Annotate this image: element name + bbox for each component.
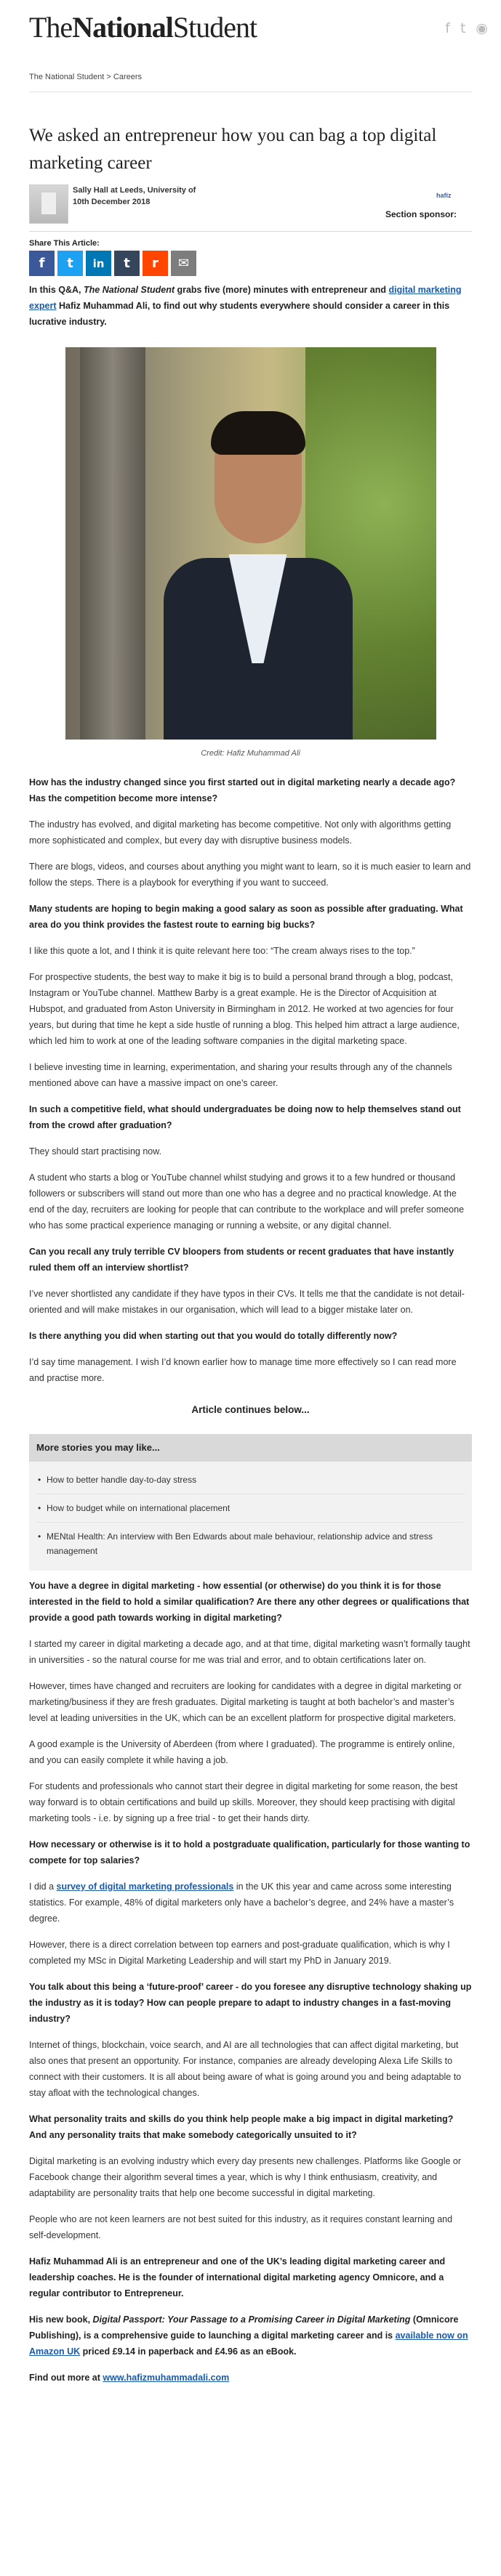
masthead bbox=[0, 0, 501, 65]
interviewee-photo bbox=[65, 347, 436, 740]
find-out-text: Find out more at bbox=[29, 2373, 103, 2383]
photo-tree bbox=[80, 347, 145, 740]
author-info bbox=[73, 185, 247, 208]
breadcrumb-section[interactable]: Careers bbox=[113, 73, 143, 81]
article-continues-label: Article continues below... bbox=[191, 1404, 310, 1415]
photo-caption: Credit: Hafiz Muhammad Ali bbox=[201, 749, 300, 758]
answer-text: I did a bbox=[29, 1882, 57, 1892]
author-bio: Hafiz Muhammad Ali is an entrepreneur and one of the UK’s leading digital marketing career and leadership coaches. He is the founder of international digital marketing agency Omnicore, and a regular contributor to Entrepreneur. bbox=[29, 2256, 446, 2298]
header-social bbox=[445, 20, 488, 36]
intro-brand: The National Student bbox=[84, 285, 175, 295]
question: You have a degree in digital marketing - how essential (or otherwise) do you think it is for those interested in the field to hold a similar qualification? Are there any other degrees or qualifications that provide a good path towards working in digital marketing? bbox=[29, 1581, 470, 1623]
answer: Digital marketing is an evolving industry which every day presents new challenges. Platforms like Google or Facebook change their algorithm several times a year, which is why I think enthusiasm, creativity, and adaptability are personality traits that help one become successful in digital marketing. bbox=[29, 2156, 462, 2198]
answer: They should start practising now. bbox=[29, 1146, 162, 1157]
author-line[interactable]: Sally Hall at Leeds, University of bbox=[73, 186, 196, 195]
author-photo bbox=[29, 185, 68, 224]
answer: For prospective students, the best way to make it big is to build a personal brand through a blog, podcast, Instagram or YouTube channel. Matthew Barby is a great example. He is the Director of Acquisition at Hubspot, and graduated from Aston University in Birmingham in 2012. He worked at two agencies for four years, but during that time he kept a side hustle of running a blog. This helped him attract a large audience, which led him to work at one of the leading software companies in the digital marketing space. bbox=[29, 972, 460, 1046]
logo-suffix: Student bbox=[172, 11, 257, 44]
related-stories bbox=[29, 1434, 472, 1571]
answer: The industry has evolved, and digital marketing has become competitive. Not only with algorithms getting more sophisticated and complex, but every day with disruptive business models. bbox=[29, 819, 452, 846]
answer: I started my career in digital marketing a decade ago, and at that time, digital marketing wasn’t formally taught in universities - so the natural course for me was trial and error, and to obtain certifications later on. bbox=[29, 1639, 470, 1665]
email-share-button[interactable]: ✉ bbox=[171, 251, 196, 276]
book-text: priced £9.14 in paperback and £4.96 as an eBook. bbox=[80, 2346, 297, 2357]
find-out-more bbox=[29, 2370, 472, 2386]
article-date: 10th December 2018 bbox=[73, 198, 151, 206]
amazon-link[interactable]: available now on Amazon UK bbox=[29, 2330, 468, 2357]
book-text: His new book, bbox=[29, 2314, 93, 2325]
question: How has the industry changed since you first started out in digital marketing nearly a decade ago? Has the competition become more intense? bbox=[29, 777, 456, 803]
answer: A student who starts a blog or YouTube channel whilst studying and grows it to a few hundred or thousand followers or subscribers will stand out more than one who has a degree and no practical knowledge. At the end of the day, recruiters are looking for people that can contribute to the workplace and will prefer someone who has some practical experience managing or running a website, or any digital channel. bbox=[29, 1172, 465, 1231]
author-box bbox=[29, 180, 472, 231]
intro-text: Hafiz Muhammad Ali, to find out why students everywhere should consider a career in this lucrative industry. bbox=[29, 301, 450, 327]
twitter-icon[interactable]: t bbox=[460, 20, 466, 36]
tumblr-share-button[interactable]: t bbox=[114, 251, 140, 276]
photo-hair bbox=[211, 411, 305, 455]
answer: People who are not keen learners are not best suited for this industry, as it requires constant learning and self-development. bbox=[29, 2214, 453, 2240]
breadcrumb-home[interactable]: The National Student bbox=[29, 73, 105, 81]
linkedin-share-button[interactable]: in bbox=[86, 251, 111, 276]
question: Is there anything you did when starting out that you would do totally differently now? bbox=[29, 1331, 398, 1341]
intro-text: In this Q&A, bbox=[29, 285, 84, 295]
logo-prefix: The bbox=[29, 11, 73, 44]
facebook-share-button[interactable]: f bbox=[29, 251, 55, 276]
question: How necessary or otherwise is it to hold a postgraduate qualification, particularly for those wanting to compete for top salaries? bbox=[29, 1839, 470, 1866]
intro bbox=[29, 282, 472, 330]
answer: However, times have changed and recruiters are looking for candidates with a degree in digital marketing or marketing/business if they are fresh graduates. Digital marketing is taught at both bachelor’s and master’s level at leading universities in the UK, which can be an excellent platform for prospective digital marketers. bbox=[29, 1681, 462, 1723]
twitter-share-button[interactable]: t bbox=[57, 251, 83, 276]
answer: For students and professionals who cannot start their degree in digital marketing for some reason, the best way forward is to obtain certifications and build up skills. Moreover, they should keep practising with digital marketing tools - i.e. by signing up a free trial - to get their hands dirty. bbox=[29, 1781, 458, 1823]
answer: I believe investing time in learning, experimentation, and sharing your results through any of the channels mentioned above can have a massive impact on one’s career. bbox=[29, 1062, 452, 1088]
book-title: Digital Passport: Your Passage to a Promising Career in Digital Marketing bbox=[92, 2314, 411, 2325]
book-text: (Omnicore Publishing), is a comprehensive guide to launching a digital marketing career and is bbox=[29, 2314, 459, 2341]
question: In such a competitive field, what should undergraduates be doing now to help themselves stand out from the crowd after graduation? bbox=[29, 1104, 461, 1130]
article-body bbox=[29, 282, 472, 2396]
question: Many students are hoping to begin making a good salary as soon as possible after graduating. What area do you think provides the fastest route to earning big bucks? bbox=[29, 904, 463, 930]
book-info bbox=[29, 2312, 472, 2360]
answer: However, there is a direct correlation between top earners and post-graduate qualification, which is why I completed my MSc in Digital Marketing Leadership and will start my PhD in January 2019. bbox=[29, 1940, 450, 1966]
answer: I like this quote a lot, and I think it is quite relevant here too: “The cream always rises to the top.” bbox=[29, 946, 415, 956]
answer: There are blogs, videos, and courses about anything you might want to learn, so it is much easier to learn and follow the steps. There is a playbook for everything if you want to succeed. bbox=[29, 862, 471, 888]
question: What personality traits and skills do you think help people make a big impact in digital marketing? And any personality traits that make somebody categorically unsuited to it? bbox=[29, 2114, 454, 2140]
answer bbox=[29, 1879, 472, 1927]
answer: I’ve never shortlisted any candidate if they have typos in their CVs. It tells me that the candidate is not detail-oriented and will make mistakes in our organisation, which will lead to a bigger mistake later on. bbox=[29, 1289, 465, 1315]
intro-text: grabs five (more) minutes with entrepreneur and bbox=[175, 285, 389, 295]
reddit-share-button[interactable]: r bbox=[143, 251, 168, 276]
related-story-link[interactable]: • MENtal Health: An interview with Ben Edwards about male behaviour, relationship advice and stress management bbox=[36, 1523, 465, 1565]
sponsor-logo[interactable]: hafiz bbox=[436, 192, 452, 199]
share-buttons bbox=[29, 251, 196, 276]
website-link[interactable]: www.hafizmuhammadali.com bbox=[103, 2373, 230, 2383]
question: Can you recall any truly terrible CV bloopers from students or recent graduates that have instantly ruled them off an interview shortlist? bbox=[29, 1247, 454, 1273]
survey-link[interactable]: survey of digital marketing professionals bbox=[56, 1882, 234, 1892]
rss-icon[interactable]: ◉ bbox=[476, 20, 488, 36]
logo-bold: National bbox=[72, 11, 173, 44]
share-label: Share This Article: bbox=[29, 239, 100, 248]
divider bbox=[29, 231, 472, 232]
answer: I’d say time management. I wish I’d known earlier how to manage time more effectively so I can read more and practise more. bbox=[29, 1357, 457, 1383]
answer: A good example is the University of Aberdeen (from where I graduated). The programme is entirely online, and you can easily complete it while having a job. bbox=[29, 1739, 455, 1765]
related-stories-heading: More stories you may like... bbox=[29, 1434, 472, 1462]
breadcrumb-separator: > bbox=[104, 73, 113, 81]
answer: Internet of things, blockchain, voice search, and AI are all technologies that can affect digital marketing, but also ones that present an opportunity. For instance, companies are already developing Alexa Life Skills to connect with their customers. It is all about being aware of what is going around you and being adaptable to stay afloat with the technological changes. bbox=[29, 2040, 462, 2098]
digital-marketing-expert-link[interactable]: digital marketing expert bbox=[29, 285, 462, 311]
facebook-icon[interactable]: f bbox=[445, 20, 450, 36]
question: You talk about this being a ‘future-proof’ career - do you foresee any disruptive technology shaking up the industry as it is today? How can people prepare to adapt to industry changes in a fast-moving industry? bbox=[29, 1982, 472, 2024]
related-stories-list bbox=[29, 1462, 472, 1571]
site-logo[interactable] bbox=[29, 10, 257, 44]
related-story-link[interactable]: • How to budget while on international placement bbox=[36, 1494, 465, 1523]
answer-text: in the UK this year and came across some interesting statistics. For example, 48% of digital marketers only have a bachelor’s degree, and 24% have a master’s degree. bbox=[29, 1882, 454, 1924]
breadcrumb bbox=[29, 73, 142, 81]
sponsor-label: Section sponsor: bbox=[385, 209, 457, 219]
related-story-link[interactable]: • How to better handle day-to-day stress bbox=[36, 1466, 465, 1494]
article-title: We asked an entrepreneur how you can bag a top digital marketing career bbox=[29, 126, 437, 173]
